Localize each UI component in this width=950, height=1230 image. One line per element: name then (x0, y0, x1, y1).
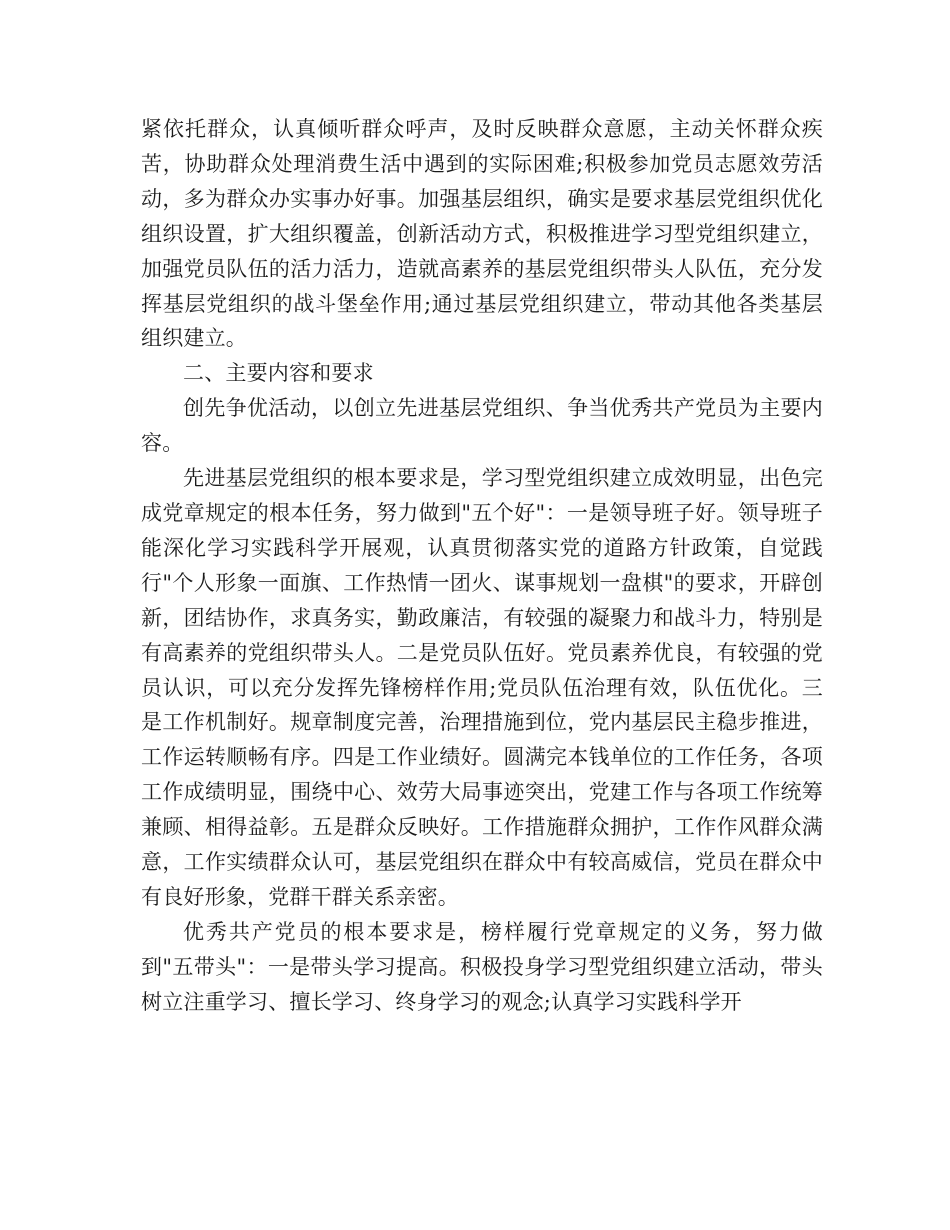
paragraph-excellent-member: 优秀共产党员的根本要求是，榜样履行党章规定的义务，努力做到"五带头"：一是带头学习提高。积极投身学习型党组织建立活动，带头树立注重学习、擅长学习、终身学习的观念;认真学习实践科学开 (141, 919, 823, 1014)
paragraph-main-content: 创先争优活动，以创立先进基层党组织、争当优秀共产党员为主要内容。 (141, 396, 823, 456)
paragraph-intro-continuation: 紧依托群众，认真倾听群众呼声，及时反映群众意愿，主动关怀群众疾苦，协助群众处理消费生活中遇到的实际困难;积极参加党员志愿效劳活动，多为群众办实事办好事。加强基层组织，确实是要求基层党组织优化组织设置，扩大组织覆盖，创新活动方式，积极推进学习型党组织建立，加强党员队伍的活力活力，造就高素养的基层党组织带头人队伍，充分发挥基层党组织的战斗堡垒作用;通过基层党组织建立，带动其他各类基层组织建立。 (141, 117, 823, 351)
section-heading: 二、主要内容和要求 (183, 361, 374, 386)
paragraph-advanced-organization: 先进基层党组织的根本要求是，学习型党组织建立成效明显，出色完成党章规定的根本任务，努力做到"五个好"：一是领导班子好。领导班子能深化学习实践科学开展观，认真贯彻落实党的道路方针政策，自觉践行"个人形象一面旗、工作热情一团火、谋事规划一盘棋"的要求，开辟创新，团结协作，求真务实，勤政廉洁，有较强的凝聚力和战斗力，特别是有高素养的党组织带头人。二是党员队伍好。党员素养优良，有较强的党员认识，可以充分发挥先锋榜样作用;党员队伍治理有效，队伍优化。三是工作机制好。规章制度完善，治理措施到位，党内基层民主稳步推进，工作运转顺畅有序。四是工作业绩好。圆满完本钱单位的工作任务，各项工作成绩明显，围绕中心、效劳大局事迹突出，党建工作与各项工作统筹兼顾、相得益彰。五是群众反映好。工作措施群众拥护，工作作风群众满意，工作实绩群众认可，基层党组织在群众中有较高威信，党员在群众中有良好形象，党群干群关系亲密。 (141, 466, 823, 909)
document-body (141, 112, 823, 1020)
